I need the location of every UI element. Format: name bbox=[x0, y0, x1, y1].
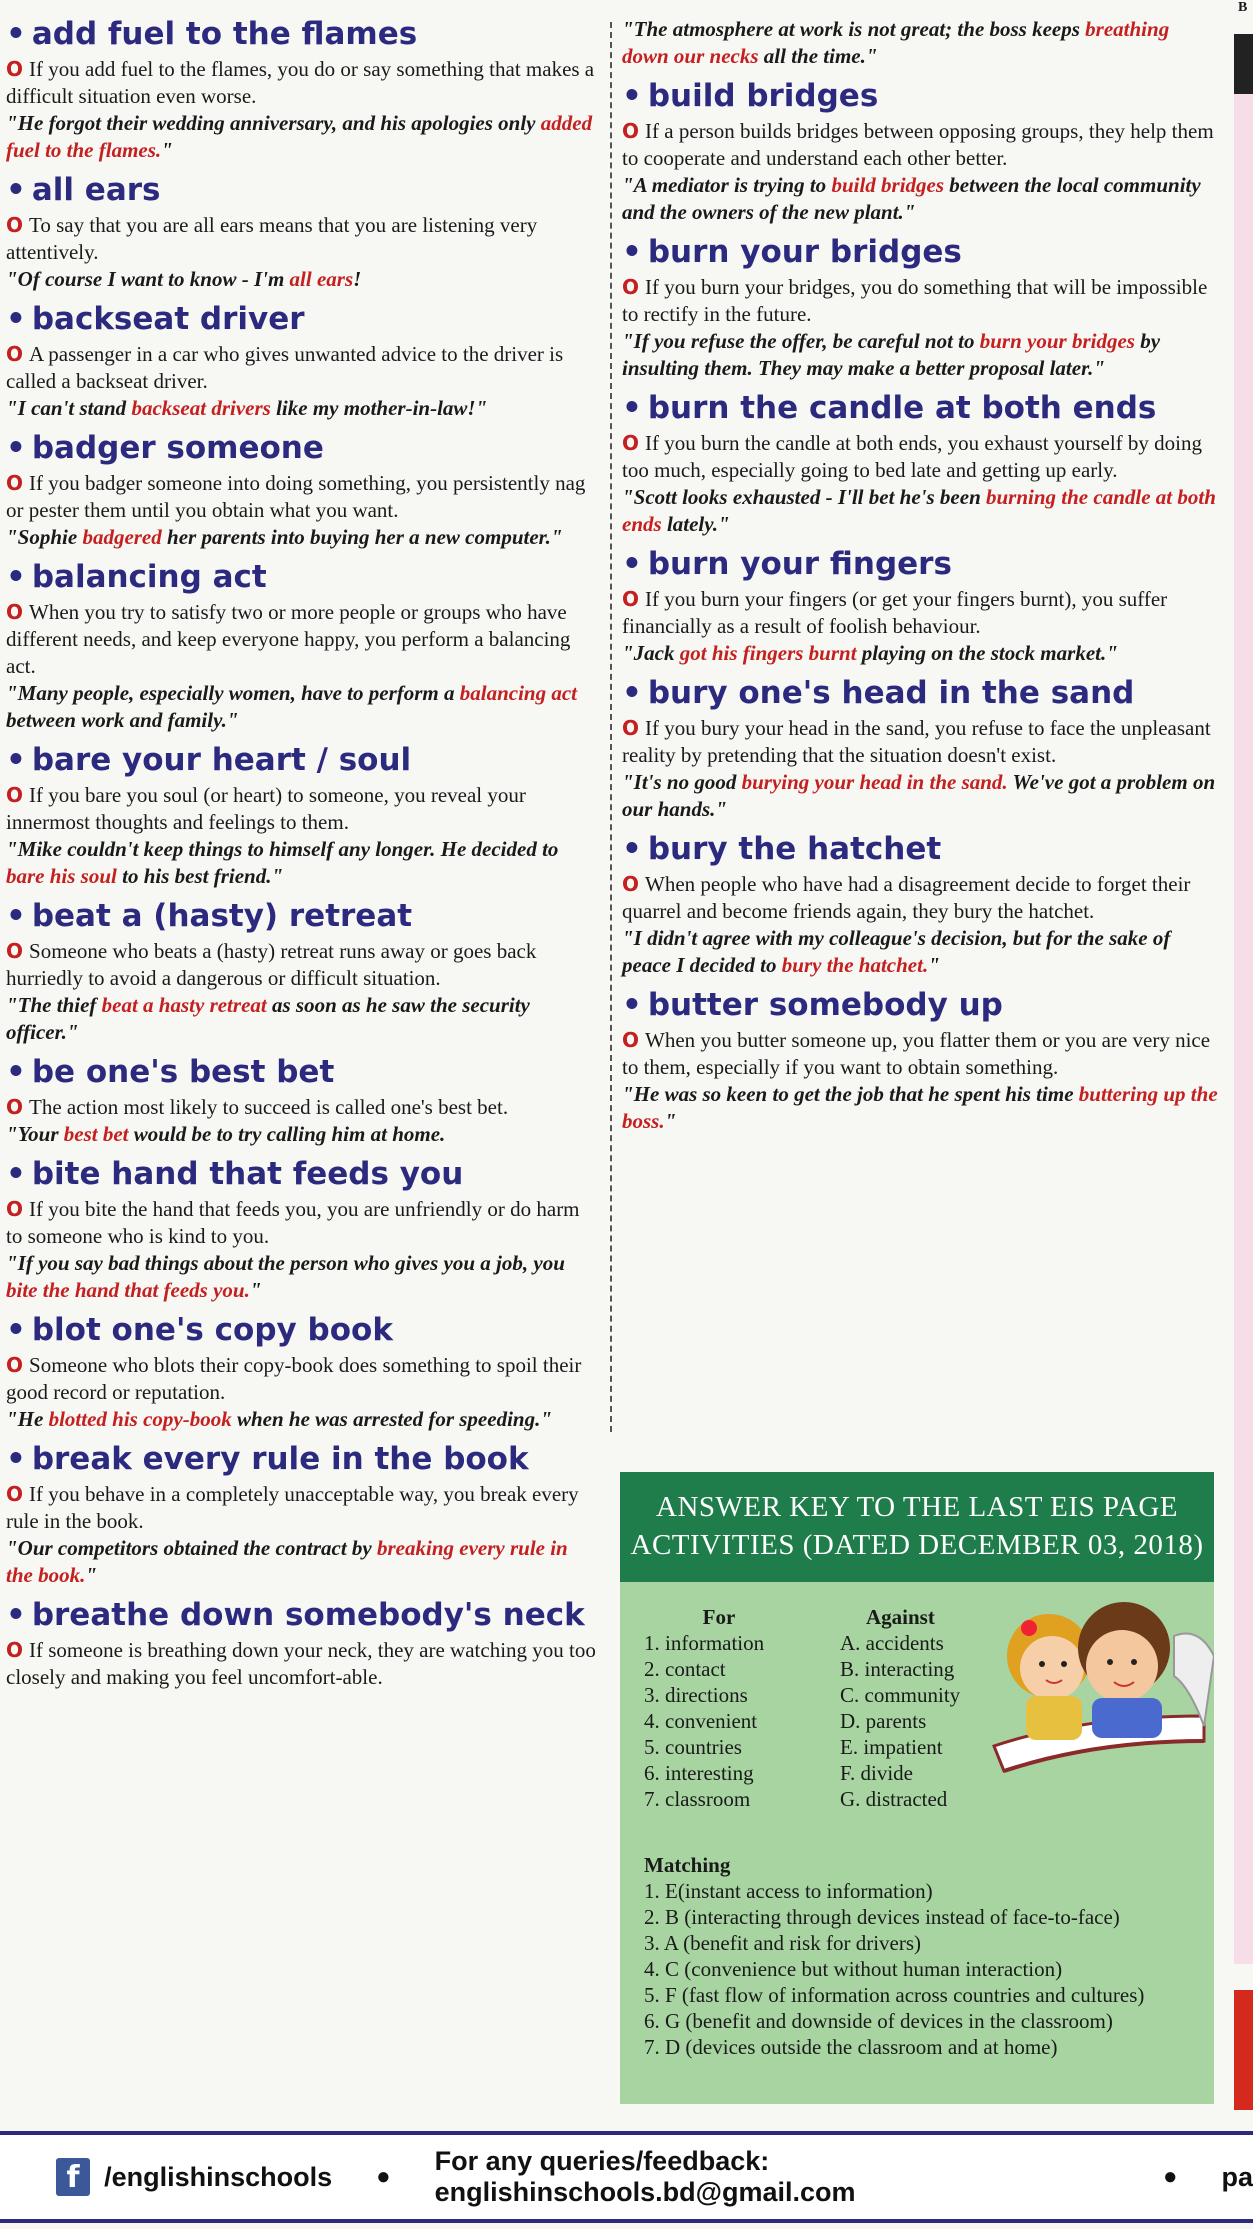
idiom-definition bbox=[6, 938, 596, 992]
idiom-entry bbox=[6, 896, 596, 1046]
idiom-definition bbox=[6, 1352, 596, 1406]
idiom-definition bbox=[6, 56, 596, 110]
answer-key-title-line2: ACTIVITIES (DATED DECEMBER 03, 2018) bbox=[630, 1529, 1204, 1561]
idiom-entry bbox=[6, 170, 596, 293]
footer-cut-text: pa bbox=[1221, 2161, 1253, 2192]
circle-marker-icon: O bbox=[6, 600, 24, 624]
example-text: We've got a problem on our hands." bbox=[622, 770, 1216, 821]
example-text: between work and family." bbox=[6, 708, 239, 732]
example-highlight: added fuel to the flames. bbox=[6, 111, 593, 162]
example-highlight: breaking every rule in the book. bbox=[6, 1536, 568, 1587]
footer-bullet: ● bbox=[376, 2163, 391, 2190]
idiom-title bbox=[6, 299, 596, 339]
against-item: F. divide bbox=[840, 1761, 913, 1785]
idiom-entry bbox=[622, 544, 1220, 667]
idiom-example bbox=[622, 328, 1220, 382]
against-item: E. impatient bbox=[840, 1735, 943, 1759]
idiom-entry bbox=[6, 557, 596, 734]
circle-marker-icon: O bbox=[6, 213, 24, 237]
idiom-title-text: bare your heart / soul bbox=[31, 742, 412, 778]
for-item: 6. interesting bbox=[644, 1761, 754, 1785]
idiom-title-text: blot one's copy book bbox=[31, 1312, 393, 1348]
example-highlight: beat a hasty retreat bbox=[101, 993, 267, 1017]
definition-text: If you burn your bridges, you do something that will be impossible to rectify in the future. bbox=[622, 275, 1208, 326]
idiom-definition bbox=[6, 470, 596, 524]
against-item: B. interacting bbox=[840, 1657, 955, 1681]
circle-marker-icon: O bbox=[622, 431, 640, 455]
circle-marker-icon: O bbox=[6, 1197, 24, 1221]
right-column bbox=[622, 16, 1220, 1141]
bullet-icon: • bbox=[6, 16, 26, 52]
definition-text: The action most likely to succeed is called one's best bet. bbox=[29, 1095, 509, 1119]
idiom-entry bbox=[622, 232, 1220, 382]
matching-item: 5. F (fast flow of information across countries and cultures) bbox=[644, 1983, 1145, 2007]
idiom-title-text: beat a (hasty) retreat bbox=[31, 898, 413, 934]
idiom-title bbox=[622, 673, 1220, 713]
example-text: "Of course I want to know - I'm bbox=[6, 267, 290, 291]
idiom-title bbox=[6, 1052, 596, 1092]
bullet-icon: • bbox=[622, 987, 642, 1023]
example-highlight: bury the hatchet. bbox=[781, 953, 929, 977]
circle-marker-icon: O bbox=[6, 1095, 24, 1119]
example-highlight: backseat drivers bbox=[131, 396, 271, 420]
bullet-icon: • bbox=[6, 1054, 26, 1090]
facebook-icon[interactable]: f bbox=[56, 2158, 90, 2196]
definition-text: If you burn the candle at both ends, you exhaust yourself by doing too much, especially going to bed late and getting up early. bbox=[622, 431, 1202, 482]
footer-bar bbox=[0, 2131, 1253, 2223]
against-item: G. distracted bbox=[840, 1787, 948, 1811]
for-item: 2. contact bbox=[644, 1657, 726, 1681]
idiom-entry bbox=[6, 299, 596, 422]
definition-text: When you try to satisfy two or more people or groups who have different needs, and keep everyone happy, you perform a balancing act. bbox=[6, 600, 571, 678]
example-highlight: blotted his copy-book bbox=[48, 1407, 232, 1431]
definition-text: Someone who beats a (hasty) retreat runs away or goes back hurriedly to avoid a dangerous or difficult situation. bbox=[6, 939, 537, 990]
definition-text: If someone is breathing down your neck, they are watching you too closely and making you feel uncomfort-able. bbox=[6, 1638, 596, 1689]
circle-marker-icon: O bbox=[622, 119, 640, 143]
example-text: "Many people, especially women, have to perform a bbox=[6, 681, 460, 705]
bullet-icon: • bbox=[622, 390, 642, 426]
example-highlight: build bridges bbox=[831, 173, 945, 197]
definition-text: If you badger someone into doing something, you persistently nag or pester them until you obtain what you want. bbox=[6, 471, 586, 522]
definition-text: When people who have had a disagreement decide to forget their quarrel and become friends again, they bury the hatchet. bbox=[622, 872, 1191, 923]
idiom-title bbox=[6, 170, 596, 210]
bullet-icon: • bbox=[6, 742, 26, 778]
idiom-title-text: breathe down somebody's neck bbox=[31, 1597, 585, 1633]
example-text: like my mother-in-law!" bbox=[270, 396, 488, 420]
circle-marker-icon: O bbox=[622, 716, 640, 740]
idiom-entry bbox=[6, 1052, 596, 1148]
idiom-definition bbox=[622, 430, 1220, 484]
example-text: ! bbox=[353, 267, 362, 291]
definition-text: To say that you are all ears means that you are listening very attentively. bbox=[6, 213, 538, 264]
idiom-definition bbox=[6, 341, 596, 395]
idiom-definition bbox=[622, 274, 1220, 328]
idiom-title bbox=[6, 14, 596, 54]
example-text: "I didn't agree with my colleague's decision, but for the sake of peace I decided to bbox=[622, 926, 1171, 977]
idiom-title-text: burn your bridges bbox=[647, 234, 962, 270]
idiom-title bbox=[6, 1154, 596, 1194]
idiom-title bbox=[6, 1310, 596, 1350]
idiom-entry bbox=[622, 673, 1220, 823]
circle-marker-icon: O bbox=[6, 342, 24, 366]
idiom-entry bbox=[6, 1439, 596, 1589]
footer-bullet: ● bbox=[1162, 2163, 1178, 2190]
right-idiom-list bbox=[622, 76, 1220, 1135]
example-highlight: all ears bbox=[289, 267, 354, 291]
idiom-definition bbox=[622, 871, 1220, 925]
for-item: 3. directions bbox=[644, 1683, 748, 1707]
idiom-definition bbox=[622, 1027, 1220, 1081]
idiom-title-text: build bridges bbox=[647, 78, 879, 114]
idiom-example bbox=[6, 1406, 596, 1433]
idiom-definition bbox=[622, 586, 1220, 640]
example-highlight: burning the candle at both ends bbox=[622, 485, 1216, 536]
matching-item: 7. D (devices outside the classroom and at home) bbox=[644, 2035, 1058, 2059]
bullet-icon: • bbox=[6, 301, 26, 337]
idiom-title bbox=[6, 1595, 596, 1635]
idiom-example bbox=[622, 484, 1220, 538]
idiom-title-text: butter somebody up bbox=[647, 987, 1003, 1023]
circle-marker-icon: O bbox=[6, 1482, 24, 1506]
idiom-example bbox=[6, 266, 596, 293]
circle-marker-icon: O bbox=[6, 939, 24, 963]
answer-key-box bbox=[620, 1472, 1214, 2104]
for-list bbox=[644, 1604, 794, 1812]
bullet-icon: • bbox=[6, 1597, 26, 1633]
example-highlight: badgered bbox=[82, 525, 162, 549]
idiom-title-text: badger someone bbox=[31, 430, 324, 466]
example-text: would be to try calling him at home. bbox=[128, 1122, 446, 1146]
idiom-example bbox=[6, 680, 596, 734]
continued-example bbox=[622, 16, 1220, 70]
matching-item: 3. A (benefit and risk for drivers) bbox=[644, 1931, 922, 1955]
idiom-title-text: bite hand that feeds you bbox=[31, 1156, 464, 1192]
for-item: 7. classroom bbox=[644, 1787, 751, 1811]
matching-item: 4. C (convenience but without human interaction) bbox=[644, 1957, 1063, 1981]
example-text: " bbox=[85, 1563, 98, 1587]
idiom-title-text: bury the hatchet bbox=[647, 831, 942, 867]
idiom-definition bbox=[6, 1481, 596, 1535]
definition-text: If you behave in a completely unacceptable way, you break every rule in the book. bbox=[6, 1482, 579, 1533]
circle-marker-icon: O bbox=[6, 1638, 24, 1662]
example-text: by insulting them. They may make a better proposal later." bbox=[622, 329, 1161, 380]
for-item: 4. convenient bbox=[644, 1709, 758, 1733]
idiom-title-text: break every rule in the book bbox=[31, 1441, 529, 1477]
sidebar-dark-block bbox=[1234, 34, 1253, 94]
left-column bbox=[0, 14, 596, 1697]
against-item: A. accidents bbox=[840, 1631, 944, 1655]
example-text: "The thief bbox=[6, 993, 102, 1017]
matching-item: 1. E(instant access to information) bbox=[644, 1879, 933, 1903]
idiom-definition bbox=[6, 1637, 596, 1691]
children-reading-illustration bbox=[974, 1566, 1214, 1806]
column-divider bbox=[610, 22, 612, 1432]
for-heading: For bbox=[702, 1605, 736, 1629]
example-highlight: got his fingers burnt bbox=[679, 641, 857, 665]
idiom-definition bbox=[622, 118, 1220, 172]
idiom-entry bbox=[6, 428, 596, 551]
example-text: lately." bbox=[661, 512, 730, 536]
idiom-example bbox=[622, 769, 1220, 823]
idiom-example bbox=[6, 110, 596, 164]
example-text: "Sophie bbox=[6, 525, 83, 549]
example-text: between the local community and the owners of the new plant." bbox=[622, 173, 1201, 224]
idiom-example bbox=[6, 836, 596, 890]
definition-text: If you bare you soul (or heart) to someone, you reveal your innermost thoughts and feelings to them. bbox=[6, 783, 526, 834]
sidebar-pink-block bbox=[1234, 94, 1253, 1964]
sidebar-red-block bbox=[1234, 1990, 1253, 2110]
bullet-icon: • bbox=[6, 1156, 26, 1192]
idiom-example bbox=[6, 1250, 596, 1304]
idiom-example bbox=[622, 172, 1220, 226]
definition-text: If you bite the hand that feeds you, you are unfriendly or do harm to someone who is kind to you. bbox=[6, 1197, 580, 1248]
idiom-title-text: burn the candle at both ends bbox=[647, 390, 1157, 426]
idiom-title-text: backseat driver bbox=[31, 301, 305, 337]
idiom-entry bbox=[6, 1310, 596, 1433]
sidebar-letter: B bbox=[1238, 0, 1248, 15]
bullet-icon: • bbox=[6, 430, 26, 466]
example-text: "He forgot their wedding anniversary, and his apologies only bbox=[6, 111, 541, 135]
against-heading: Against bbox=[866, 1605, 935, 1629]
definition-text: If you bury your head in the sand, you refuse to face the unpleasant reality by pretending that the situation doesn't exist. bbox=[622, 716, 1211, 767]
example-text: "Our competitors obtained the contract by bbox=[6, 1536, 377, 1560]
circle-marker-icon: O bbox=[6, 783, 24, 807]
example-text-end: all the time." bbox=[758, 44, 878, 68]
example-text: "He bbox=[6, 1407, 49, 1431]
example-text: to his best friend." bbox=[116, 864, 284, 888]
example-text: "It's no good bbox=[622, 770, 742, 794]
idiom-example bbox=[6, 524, 596, 551]
feedback-contact[interactable]: For any queries/feedback: englishinschools.bd@gmail.com bbox=[434, 2146, 856, 2207]
idiom-title bbox=[622, 985, 1220, 1025]
idiom-definition bbox=[6, 212, 596, 266]
against-item: D. parents bbox=[840, 1709, 927, 1733]
idiom-definition bbox=[6, 1094, 596, 1121]
example-text: "Mike couldn't keep things to himself any longer. He decided to bbox=[6, 837, 559, 861]
example-highlight: buttering up the boss. bbox=[622, 1082, 1218, 1133]
definition-text: If a person builds bridges between opposing groups, they help them to cooperate and understand each other better. bbox=[622, 119, 1214, 170]
idiom-example bbox=[622, 1081, 1220, 1135]
idiom-title bbox=[622, 388, 1220, 428]
definition-text: If you burn your fingers (or get your fingers burnt), you suffer financially as a result of foolish behaviour. bbox=[622, 587, 1168, 638]
idiom-title bbox=[6, 1439, 596, 1479]
idiom-example bbox=[6, 395, 596, 422]
example-text: " bbox=[249, 1278, 262, 1302]
idiom-title bbox=[6, 428, 596, 468]
example-text: as soon as he saw the security officer." bbox=[6, 993, 530, 1044]
example-text: "I can't stand bbox=[6, 396, 132, 420]
idiom-entry bbox=[622, 388, 1220, 538]
idiom-definition bbox=[6, 782, 596, 836]
idiom-title-text: be one's best bet bbox=[31, 1054, 335, 1090]
circle-marker-icon: O bbox=[6, 57, 24, 81]
bullet-icon: • bbox=[6, 559, 26, 595]
circle-marker-icon: O bbox=[622, 1028, 640, 1052]
for-item: 5. countries bbox=[644, 1735, 742, 1759]
example-text: "If you say bad things about the person who gives you a job, you bbox=[6, 1251, 565, 1275]
idiom-title bbox=[6, 896, 596, 936]
circle-marker-icon: O bbox=[622, 275, 640, 299]
example-text: when he was arrested for speeding." bbox=[231, 1407, 552, 1431]
circle-marker-icon: O bbox=[622, 872, 640, 896]
bullet-icon: • bbox=[6, 1441, 26, 1477]
idiom-entry bbox=[6, 740, 596, 890]
left-idiom-list bbox=[6, 14, 596, 1691]
matching-item: 2. B (interacting through devices instead of face-to-face) bbox=[644, 1905, 1120, 1929]
idiom-title-text: add fuel to the flames bbox=[31, 16, 418, 52]
bullet-icon: • bbox=[622, 546, 642, 582]
bullet-icon: • bbox=[6, 898, 26, 934]
example-text: " bbox=[664, 1109, 677, 1133]
idiom-entry bbox=[6, 1595, 596, 1691]
bullet-icon: • bbox=[622, 234, 642, 270]
bullet-icon: • bbox=[6, 172, 26, 208]
example-text: " bbox=[161, 138, 173, 162]
example-text: " bbox=[928, 953, 940, 977]
idiom-example bbox=[6, 1121, 596, 1148]
idiom-entry bbox=[622, 829, 1220, 979]
example-text: "The atmosphere at work is not great; the boss keeps bbox=[622, 17, 1086, 41]
idiom-title bbox=[622, 544, 1220, 584]
example-text: her parents into buying her a new computer." bbox=[161, 525, 563, 549]
bullet-icon: • bbox=[622, 78, 642, 114]
answer-key-title-line1: ANSWER KEY TO THE LAST EIS PAGE bbox=[656, 1491, 1178, 1523]
matching-section bbox=[644, 1852, 1214, 2060]
idiom-definition bbox=[6, 599, 596, 680]
idiom-definition bbox=[622, 715, 1220, 769]
idiom-example bbox=[6, 1535, 596, 1589]
definition-text: A passenger in a car who gives unwanted advice to the driver is called a backseat driver. bbox=[6, 342, 564, 393]
bullet-icon: • bbox=[622, 831, 642, 867]
circle-marker-icon: O bbox=[6, 1353, 24, 1377]
idiom-entry bbox=[622, 985, 1220, 1135]
idiom-example bbox=[622, 925, 1220, 979]
idiom-entry bbox=[622, 76, 1220, 226]
matching-item: 6. G (benefit and downside of devices in the classroom) bbox=[644, 2009, 1113, 2033]
example-text: "He was so keen to get the job that he spent his time bbox=[622, 1082, 1079, 1106]
example-highlight: best bet bbox=[63, 1122, 129, 1146]
definition-text: If you add fuel to the flames, you do or say something that makes a difficult situation even worse. bbox=[6, 57, 595, 108]
example-highlight: balancing act bbox=[459, 681, 578, 705]
example-highlight: breathing down our necks bbox=[622, 17, 1170, 68]
idiom-title bbox=[6, 557, 596, 597]
example-text: "Scott looks exhausted - I'll bet he's been bbox=[622, 485, 986, 509]
against-item: C. community bbox=[840, 1683, 961, 1707]
idiom-entry bbox=[6, 14, 596, 164]
idiom-example bbox=[622, 640, 1220, 667]
bullet-icon: • bbox=[6, 1312, 26, 1348]
idiom-title-text: bury one's head in the sand bbox=[647, 675, 1135, 711]
example-highlight: burying your head in the sand. bbox=[741, 770, 1008, 794]
example-highlight: burn your bridges bbox=[979, 329, 1135, 353]
idiom-title bbox=[622, 76, 1220, 116]
circle-marker-icon: O bbox=[622, 587, 640, 611]
idiom-title-text: all ears bbox=[31, 172, 161, 208]
idiom-title-text: burn your fingers bbox=[647, 546, 952, 582]
example-text: "Your bbox=[6, 1122, 64, 1146]
circle-marker-icon: O bbox=[6, 471, 24, 495]
idiom-entry bbox=[6, 1154, 596, 1304]
example-text: playing on the stock market." bbox=[856, 641, 1118, 665]
idiom-title-text: balancing act bbox=[31, 559, 267, 595]
example-text: "Jack bbox=[622, 641, 680, 665]
idiom-title bbox=[622, 232, 1220, 272]
definition-text: Someone who blots their copy-book does something to spoil their good record or reputation. bbox=[6, 1353, 582, 1404]
idiom-definition bbox=[6, 1196, 596, 1250]
example-text: "A mediator is trying to bbox=[622, 173, 832, 197]
for-item: 1. information bbox=[644, 1631, 765, 1655]
idiom-title bbox=[6, 740, 596, 780]
example-highlight: bite the hand that feeds you. bbox=[6, 1278, 250, 1302]
bullet-icon: • bbox=[622, 675, 642, 711]
facebook-handle[interactable]: /englishinschools bbox=[104, 2161, 333, 2192]
example-highlight: bare his soul bbox=[6, 864, 117, 888]
idiom-title bbox=[622, 829, 1220, 869]
matching-heading: Matching bbox=[644, 1853, 731, 1877]
definition-text: When you butter someone up, you flatter them or you are very nice to them, especially if you want to obtain something. bbox=[622, 1028, 1211, 1079]
idiom-example bbox=[6, 992, 596, 1046]
example-text: "If you refuse the offer, be careful not to bbox=[622, 329, 980, 353]
